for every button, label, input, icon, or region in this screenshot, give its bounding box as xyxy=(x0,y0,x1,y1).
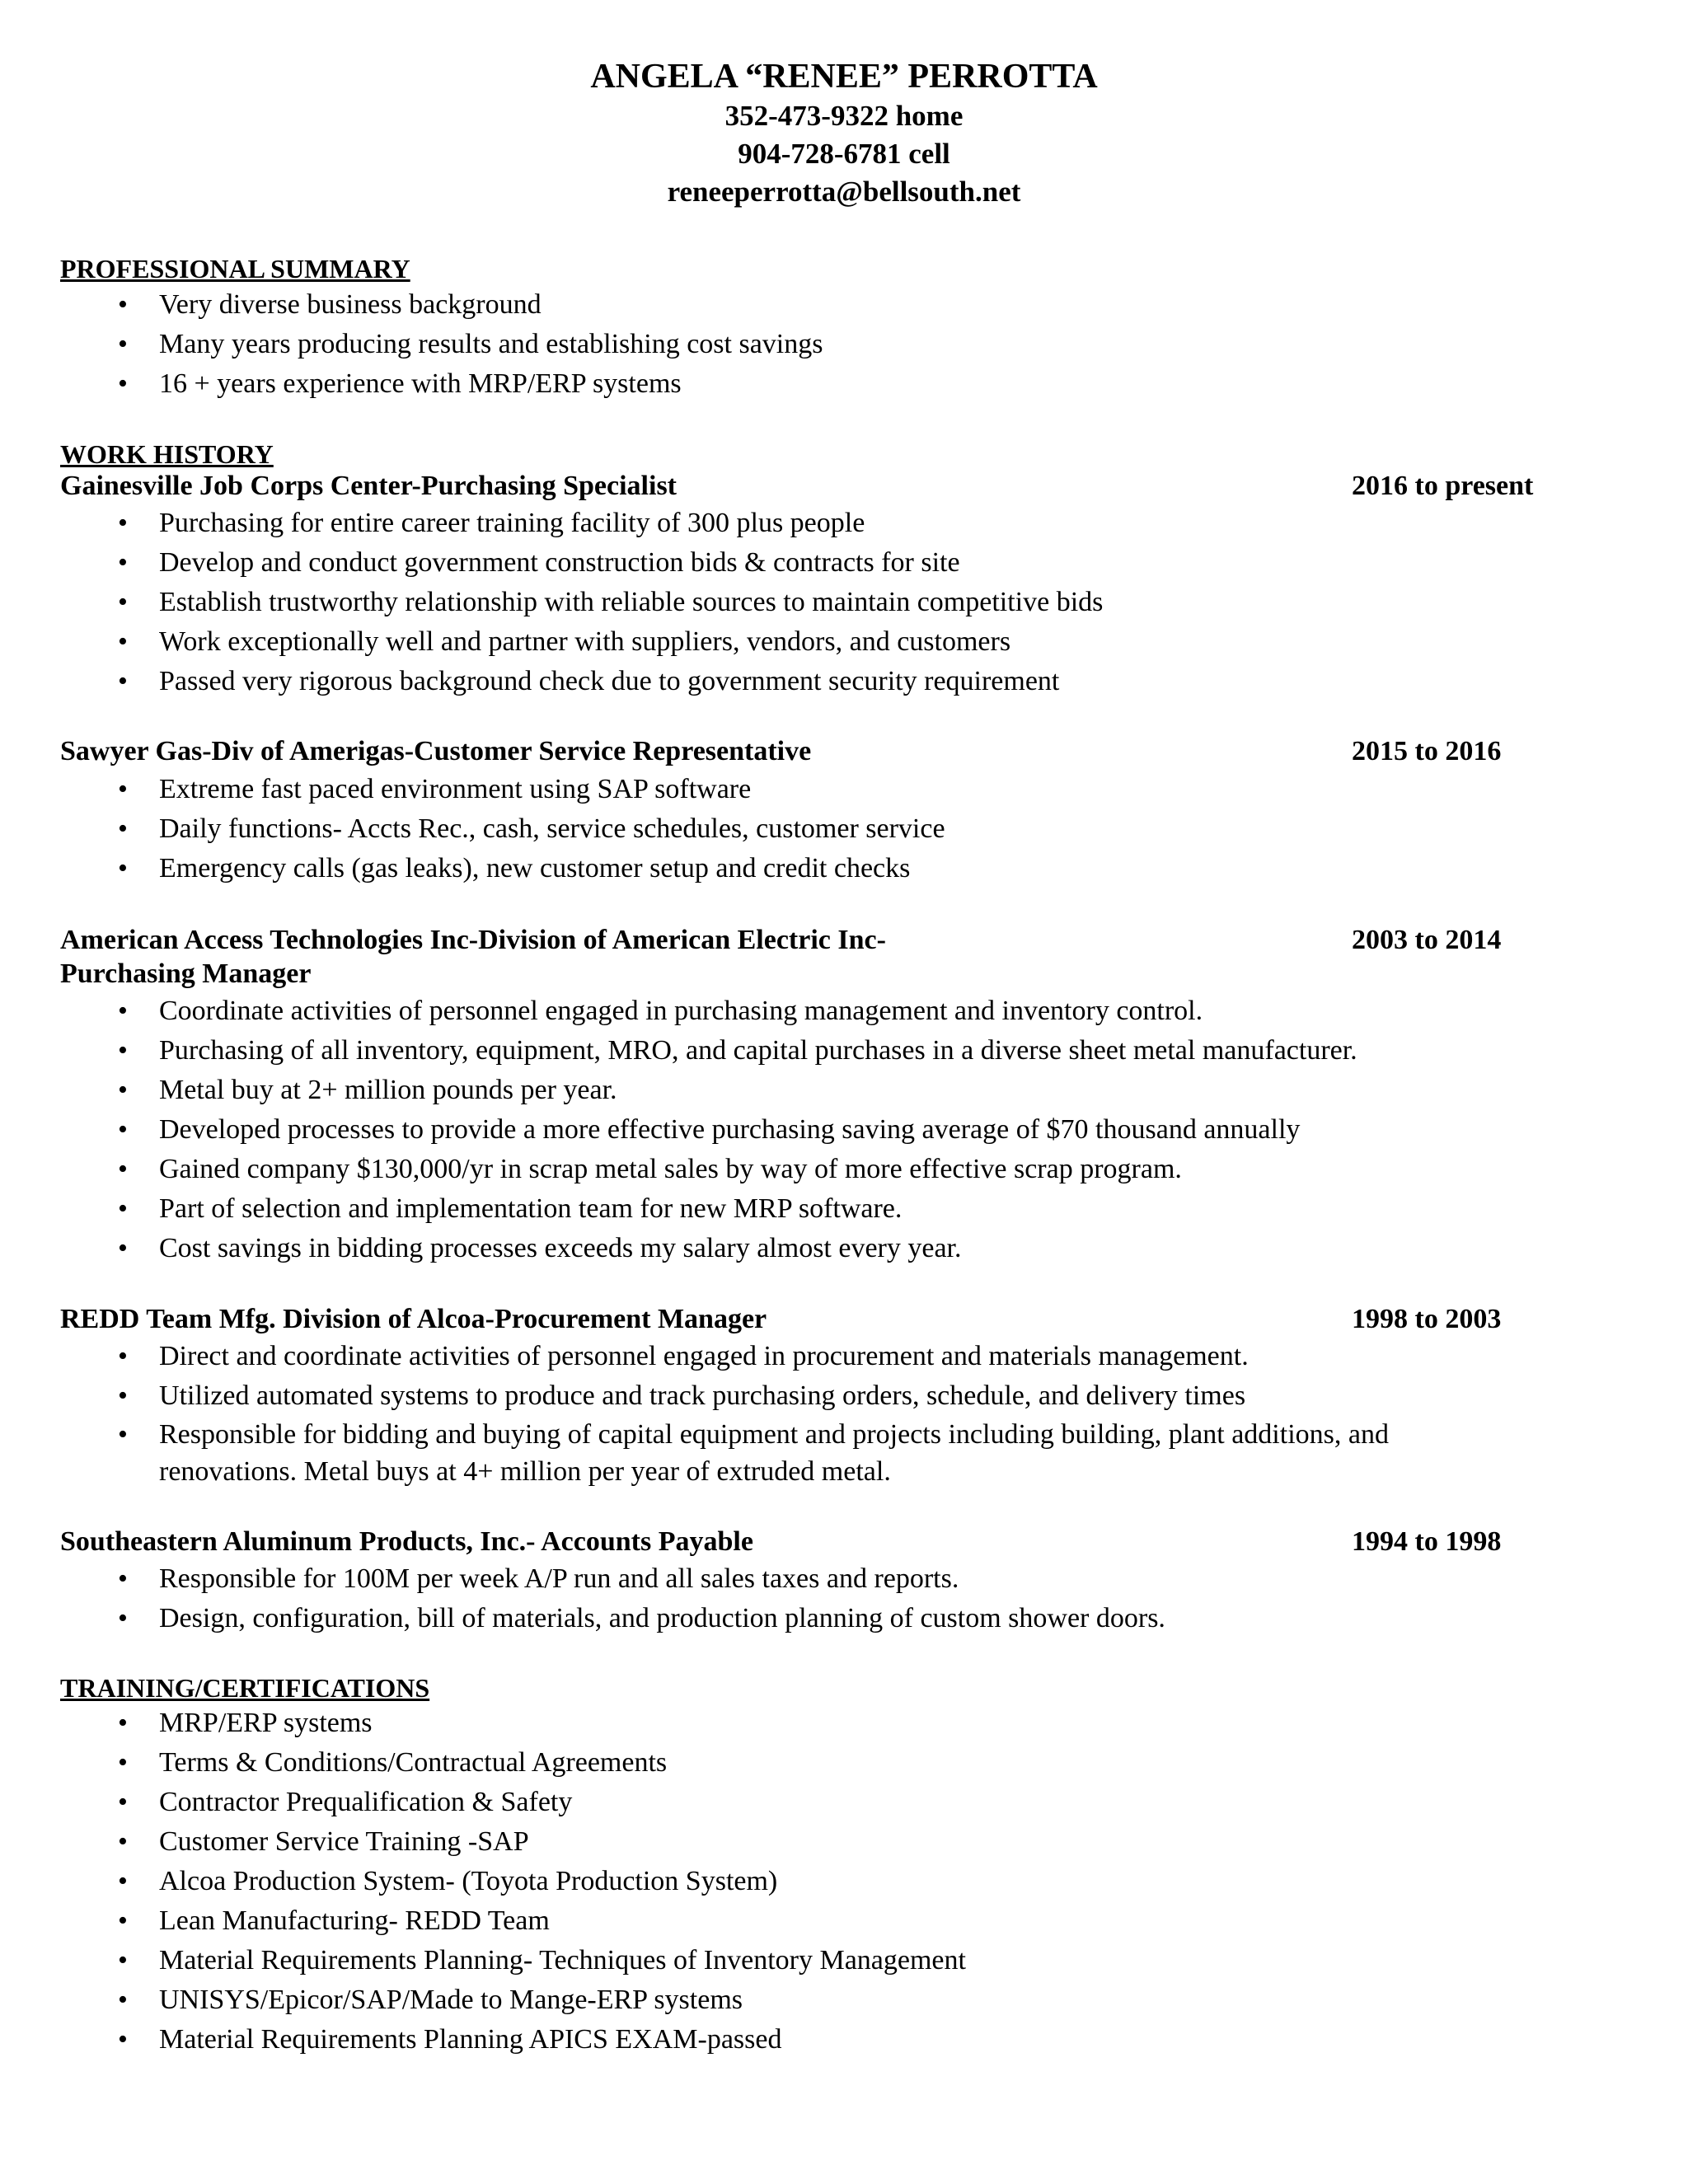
job-title: Southeastern Aluminum Products, Inc.- Accounts Payable xyxy=(60,1526,753,1557)
list-item: • Purchasing of all inventory, equipment, MRO, and capital purchases in a diverse sheet metal manufacturer. xyxy=(0,1031,1478,1071)
list-item: • Passed very rigorous background check due to government security requirement xyxy=(0,662,1478,701)
list-item: • Establish trustworthy relationship with reliable sources to maintain competitive bids xyxy=(0,583,1478,622)
job-duties-list xyxy=(0,504,1478,701)
job-dates: 2016 to present xyxy=(1352,471,1534,501)
list-item: • Daily functions- Accts Rec., cash, service schedules, customer service xyxy=(0,809,1478,849)
job-duties-list xyxy=(0,770,1478,888)
list-item: • Very diverse business background xyxy=(0,285,1478,325)
section-title-training: TRAINING/CERTIFICATIONS xyxy=(60,1673,430,1703)
list-item: • Responsible for bidding and buying of capital equipment and projects including building, plant additions, and renovations. Metal buys at 4+ million per year of extruded metal. xyxy=(0,1416,1478,1490)
list-item: • Material Requirements Planning- Techniques of Inventory Management xyxy=(0,1941,1478,1980)
job-dates: 2015 to 2016 xyxy=(1352,736,1502,766)
list-item: • Alcoa Production System- (Toyota Production System) xyxy=(0,1862,1478,1901)
resume-header xyxy=(0,56,1688,211)
list-item: • Terms & Conditions/Contractual Agreements xyxy=(0,1743,1478,1783)
section-title-work-history: WORK HISTORY xyxy=(60,439,274,469)
job-duties-list xyxy=(0,991,1478,1268)
job-dates: 2003 to 2014 xyxy=(1352,925,1502,955)
list-item: • Extreme fast paced environment using SAP software xyxy=(0,770,1478,809)
candidate-name: ANGELA “RENEE” PERROTTA xyxy=(590,58,1098,96)
list-item: • UNISYS/Epicor/SAP/Made to Mange-ERP systems xyxy=(0,1980,1478,2020)
list-item: • Developed processes to provide a more effective purchasing saving average of $70 thousand annually xyxy=(0,1110,1478,1150)
list-item: • Work exceptionally well and partner with suppliers, vendors, and customers xyxy=(0,622,1478,662)
job-title: American Access Technologies Inc-Division of American Electric Inc- xyxy=(60,925,886,955)
list-item: • MRP/ERP systems xyxy=(0,1704,1478,1743)
home-phone: 352-473-9322 home xyxy=(724,100,964,132)
summary-list xyxy=(0,285,1478,404)
job-title: REDD Team Mfg. Division of Alcoa-Procurement Manager xyxy=(60,1304,767,1334)
section-title-summary: PROFESSIONAL SUMMARY xyxy=(60,254,410,284)
list-item: • Part of selection and implementation team for new MRP software. xyxy=(0,1189,1478,1229)
list-item: • 16 + years experience with MRP/ERP systems xyxy=(0,364,1478,404)
training-list xyxy=(0,1704,1478,2060)
list-item: • Develop and conduct government construction bids & contracts for site xyxy=(0,543,1478,583)
list-item: • Cost savings in bidding processes exceeds my salary almost every year. xyxy=(0,1229,1478,1268)
job-duties-list xyxy=(0,1559,1478,1638)
list-item: • Metal buy at 2+ million pounds per year. xyxy=(0,1071,1478,1110)
list-item: • Utilized automated systems to produce and track purchasing orders, schedule, and delivery times xyxy=(0,1376,1478,1416)
job-title: Gainesville Job Corps Center-Purchasing Specialist xyxy=(60,471,677,501)
list-item: • Purchasing for entire career training facility of 300 plus people xyxy=(0,504,1478,543)
cell-phone: 904-728-6781 cell xyxy=(738,138,950,170)
list-item: • Lean Manufacturing- REDD Team xyxy=(0,1901,1478,1941)
list-item: • Customer Service Training -SAP xyxy=(0,1822,1478,1862)
list-item: • Responsible for 100M per week A/P run and all sales taxes and reports. xyxy=(0,1559,1478,1599)
list-item: • Material Requirements Planning APICS EXAM-passed xyxy=(0,2020,1478,2060)
list-item: • Direct and coordinate activities of personnel engaged in procurement and materials management. xyxy=(0,1337,1478,1376)
list-item: • Coordinate activities of personnel engaged in purchasing management and inventory control. xyxy=(0,991,1478,1031)
list-item: • Gained company $130,000/yr in scrap metal sales by way of more effective scrap program. xyxy=(0,1150,1478,1189)
job-title-continued: Purchasing Manager xyxy=(60,958,312,989)
list-item: • Contractor Prequalification & Safety xyxy=(0,1783,1478,1822)
list-item: • Emergency calls (gas leaks), new customer setup and credit checks xyxy=(0,849,1478,888)
job-dates: 1994 to 1998 xyxy=(1352,1526,1502,1557)
job-title: Sawyer Gas-Div of Amerigas-Customer Service Representative xyxy=(60,736,812,766)
list-item: • Many years producing results and establishing cost savings xyxy=(0,325,1478,364)
job-dates: 1998 to 2003 xyxy=(1352,1304,1502,1334)
job-duties-list xyxy=(0,1337,1478,1490)
list-item: • Design, configuration, bill of materials, and production planning of custom shower doors. xyxy=(0,1599,1478,1638)
email-address: reneeperrotta@bellsouth.net xyxy=(667,176,1021,208)
